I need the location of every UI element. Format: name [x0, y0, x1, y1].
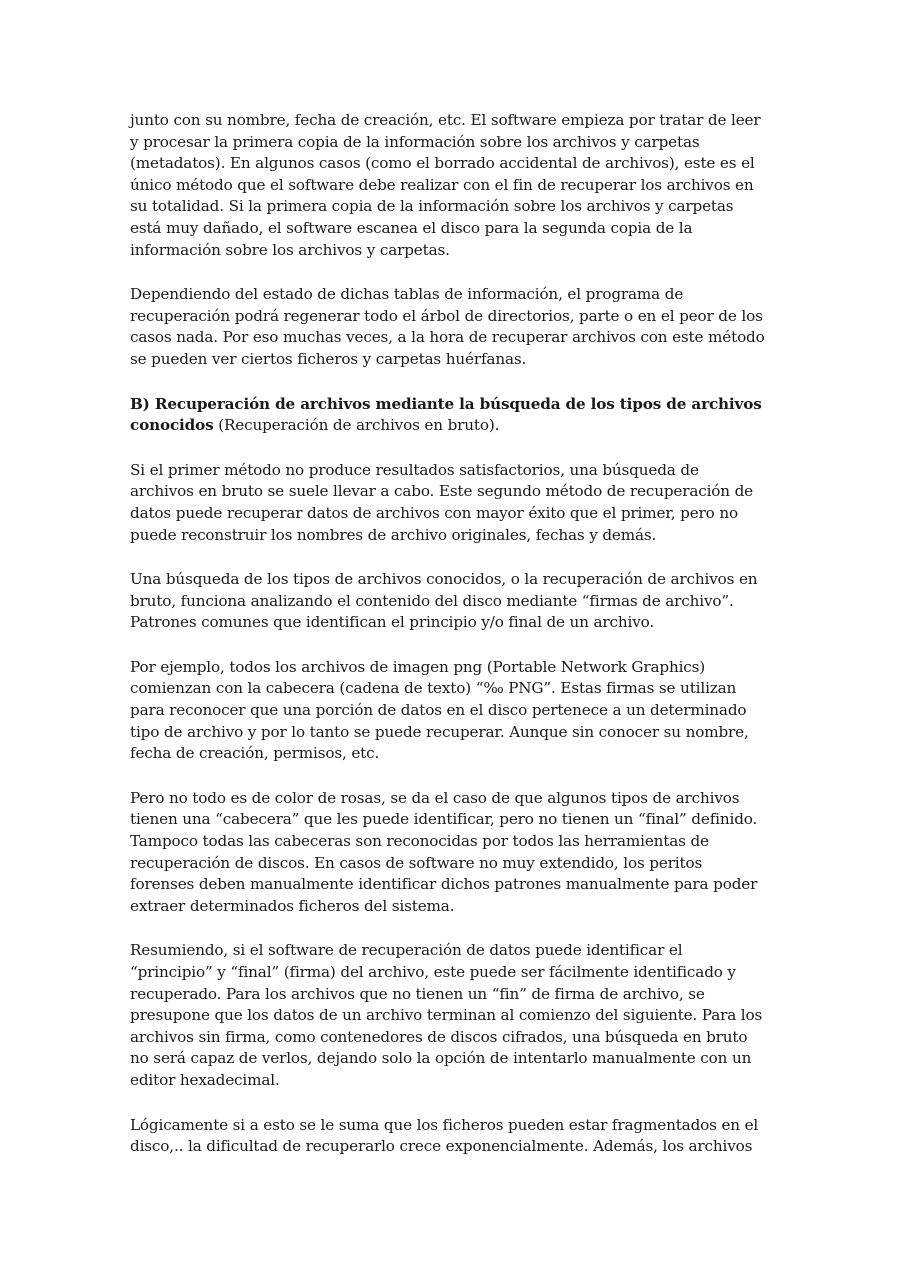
- text-line: Una búsqueda de los tipos de archivos conocidos, o la recuperación de archivos en: [130, 570, 758, 589]
- paragraph-summary: [130, 940, 778, 1091]
- paragraph-fragmentation: [130, 1115, 778, 1158]
- text-line: casos nada. Por eso muchas veces, a la hora de recuperar archivos con este método: [130, 328, 765, 347]
- section-heading-line: [130, 415, 778, 437]
- text-line: tienen una “cabecera” que les puede identificar, pero no tienen un “final” definido.: [130, 810, 758, 829]
- text-line: extraer determinados ficheros del sistema.: [130, 896, 455, 915]
- text-line: recuperación de discos. En casos de software no muy extendido, los peritos: [130, 853, 703, 872]
- text-line: comienzan con la cabecera (cadena de texto) “‰ PNG”. Estas firmas se utilizan: [130, 679, 737, 698]
- text-line: información sobre los archivos y carpetas.: [130, 240, 450, 259]
- document-page: [130, 110, 778, 1181]
- text-line: está muy dañado, el software escanea el disco para la segunda copia de la: [130, 218, 693, 237]
- text-line: (metadatos). En algunos casos (como el borrado accidental de archivos), este es el: [130, 154, 755, 173]
- section-heading-bold: conocidos: [130, 416, 214, 435]
- section-heading-rest: (Recuperación de archivos en bruto).: [213, 416, 500, 435]
- text-line: presupone que los datos de un archivo terminan al comienzo del siguiente. Para los: [130, 1006, 763, 1025]
- text-line: recuperación podrá regenerar todo el árbol de directorios, parte o en el peor de los: [130, 306, 763, 325]
- text-line: forenses deben manualmente identificar dichos patrones manualmente para poder: [130, 875, 758, 894]
- paragraph-png-example: [130, 657, 778, 765]
- text-line: archivos sin firma, como contenedores de discos cifrados, una búsqueda en bruto: [130, 1027, 748, 1046]
- text-line: editor hexadecimal.: [130, 1070, 280, 1089]
- text-line: bruto, funciona analizando el contenido del disco mediante “firmas de archivo”.: [130, 591, 734, 610]
- text-line: “principio” y “final” (firma) del archivo, este puede ser fácilmente identificado y: [130, 963, 736, 981]
- paragraph-metadata-recovery: [130, 110, 778, 261]
- paragraph-directory-tree: [130, 284, 778, 370]
- text-line: su totalidad. Si la primera copia de la información sobre los archivos y carpetas: [130, 197, 734, 216]
- text-line: para reconocer que una porción de datos en el disco pertenece a un determinado: [130, 701, 747, 720]
- text-line: recuperado. Para los archivos que no tienen un “fin” de firma de archivo, se: [130, 984, 705, 1003]
- text-line: fecha de creación, permisos, etc.: [130, 744, 380, 763]
- paragraph-raw-search: [130, 460, 778, 546]
- text-line: junto con su nombre, fecha de creación, etc. El software empieza por tratar de leer: [130, 111, 761, 129]
- text-line: datos puede recuperar datos de archivos con mayor éxito que el primer, pero no: [130, 503, 738, 522]
- text-line: archivos en bruto se suele llevar a cabo. Este segundo método de recuperación de: [130, 482, 754, 501]
- text-line: Patrones comunes que identifican el principio y/o final de un archivo.: [130, 613, 655, 632]
- text-line: Resumiendo, si el software de recuperación de datos puede identificar el: [130, 941, 683, 960]
- section-b-heading: [130, 394, 778, 437]
- text-line: Tampoco todas las cabeceras son reconocidas por todos las herramientas de: [130, 832, 709, 851]
- paragraph-file-signatures: [130, 569, 778, 634]
- text-line: único método que el software debe realizar con el fin de recuperar los archivos en: [130, 175, 754, 194]
- text-line: se pueden ver ciertos ficheros y carpetas huérfanas.: [130, 349, 527, 368]
- paragraph-headers-limitations: [130, 788, 778, 918]
- text-line: Dependiendo del estado de dichas tablas de información, el programa de: [130, 285, 684, 304]
- section-heading-line: B) Recuperación de archivos mediante la búsqueda de los tipos de archivos: [130, 394, 762, 413]
- text-line: disco,.. la dificultad de recuperarlo crece exponencialmente. Además, los archivos: [130, 1137, 753, 1156]
- text-line: Lógicamente si a esto se le suma que los ficheros pueden estar fragmentados en el: [130, 1115, 759, 1134]
- text-line: tipo de archivo y por lo tanto se puede recuperar. Aunque sin conocer su nombre,: [130, 722, 749, 741]
- text-line: Si el primer método no produce resultados satisfactorios, una búsqueda de: [130, 460, 699, 479]
- text-line: y procesar la primera copia de la información sobre los archivos y carpetas: [130, 132, 700, 151]
- text-line: Por ejemplo, todos los archivos de imagen png (Portable Network Graphics): [130, 657, 706, 676]
- text-line: puede reconstruir los nombres de archivo originales, fechas y demás.: [130, 525, 657, 544]
- text-line: Pero no todo es de color de rosas, se da el caso de que algunos tipos de archivos: [130, 788, 740, 807]
- text-line: no será capaz de verlos, dejando solo la opción de intentarlo manualmente con un: [130, 1049, 752, 1068]
